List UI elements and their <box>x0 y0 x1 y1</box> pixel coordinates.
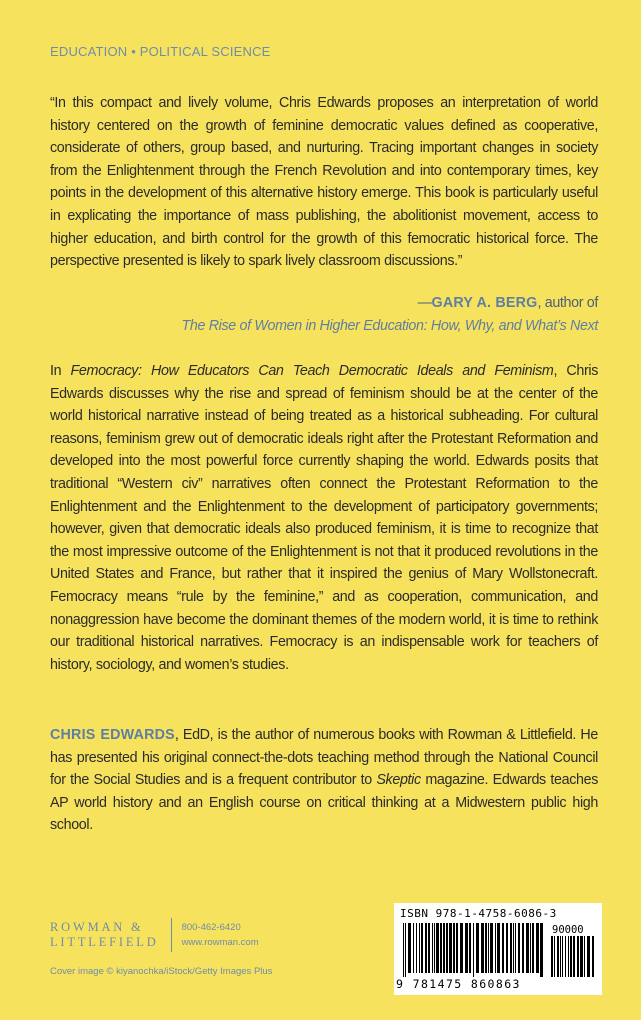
barcode-bar <box>416 923 417 973</box>
publisher-phone: 800-462-6420 <box>181 922 241 933</box>
barcode-bar <box>449 923 452 973</box>
endorser-book-title: The Rise of Women in Higher Education: How, Why, and What’s Next <box>181 318 598 334</box>
publisher-logo <box>50 920 159 950</box>
barcode-bar <box>460 923 463 973</box>
barcode-bar <box>497 923 500 973</box>
barcode-bar <box>421 923 423 973</box>
endorsement-quote: “In this compact and lively volume, Chris Edwards proposes an interpretation of world history centered on the growth of feminine democratic values defined as cooperative, considerate of others, group based, and nurturing. Tracing important changes in society from the Enlightenment through the French Revolution and into contemporary times, key points in the development of this alternative history emerge. This book is particularly useful in explicating the importance of mass publishing, the abolitionist movement, access to higher education, and birth control for the growth of this femocratic historical force. The perspective presented is likely to spark lively classroom discussions.” <box>50 95 598 270</box>
barcode-bar <box>436 923 439 973</box>
barcode-bar <box>502 923 504 973</box>
bio-text-2: magazine. Edwards teaches AP world history and an English course on critical thinking at a Midwestern public high school. <box>50 772 598 834</box>
attribution-suffix: , author of <box>537 295 598 311</box>
barcode-bar <box>532 923 534 973</box>
barcode-bar <box>522 923 524 973</box>
barcode-bar <box>565 936 566 977</box>
magazine-title: Skeptic <box>376 772 421 789</box>
attribution-dash: — <box>417 295 432 311</box>
endorsement-attribution <box>50 292 598 338</box>
cover-image-credit: Cover image © kiyanochka/iStock/Getty Images Plus <box>50 966 273 977</box>
isbn-text: ISBN 978-1-4758-6086-3 <box>400 907 557 920</box>
barcode-bar <box>577 936 579 977</box>
addon-barcode-bars <box>550 936 596 977</box>
ean-digits: 9 781475 860863 <box>396 977 521 991</box>
barcode-bar <box>526 923 529 973</box>
barcode-bar <box>405 923 406 977</box>
barcode <box>394 903 602 995</box>
barcode-bar <box>557 936 559 977</box>
barcode-bar <box>469 923 471 973</box>
barcode-bar <box>530 923 531 973</box>
barcode-bar <box>587 936 590 977</box>
barcode-bar <box>485 923 487 973</box>
barcode-bar <box>453 923 455 973</box>
barcode-bar <box>592 936 594 977</box>
barcode-bar <box>580 936 583 977</box>
barcode-bar <box>584 936 585 977</box>
barcode-bar <box>425 923 427 973</box>
barcode-bar <box>432 923 433 973</box>
description-lead: In <box>50 363 71 379</box>
barcode-bar <box>456 923 458 973</box>
barcode-bar <box>495 923 496 973</box>
category-label: EDUCATION • POLITICAL SCIENCE <box>50 44 271 59</box>
barcode-bar <box>554 936 555 977</box>
barcode-bar <box>515 923 516 973</box>
barcode-bar <box>434 923 435 973</box>
barcode-bar <box>551 936 553 977</box>
publisher-divider <box>171 918 172 952</box>
barcode-bar <box>540 923 543 977</box>
barcode-bar <box>428 923 430 973</box>
barcode-bar <box>440 923 442 973</box>
description-text: , Chris Edwards discusses why the rise and spread of feminism should be at the center of the world historical narrative instead of being treated as a historical subheading. For cultural reasons, feminism grew out of democratic ideals right after the Protestant Reformation and developed into the most powerful force currently shaping the world. Edwards posits that traditional “Western civ” narratives often connect the Protestant Reformation to the Enlightenment and the Enlightenment to the development of participatory governments; however, given that democratic ideals also produced feminism, it is time to recognize that the most impressive outcome of the Enlightenment is not that it produced revolutions in the United States and France, but rather that it inspired the genius of Mary Wollstonecraft. Femocracy means “rule by the feminine,” and as cooperation, communication, and nonaggression have become the dominant themes of the modern world, it is time to rethink our traditional historical narratives. Femocracy is an indispensable work for teachers of history, sociology, and women’s studies. <box>50 363 599 673</box>
ean-barcode-bars <box>402 923 544 977</box>
publisher-logo-line-2: LITTLEFIELD <box>50 935 159 949</box>
barcode-bar <box>518 923 520 973</box>
barcode-bar <box>513 923 514 973</box>
barcode-bar <box>568 936 569 977</box>
barcode-bar <box>488 923 489 973</box>
barcode-bar <box>446 923 448 973</box>
barcode-bar <box>443 923 445 973</box>
barcode-bar <box>408 923 411 973</box>
publisher-block <box>50 918 259 952</box>
barcode-bar <box>419 923 420 973</box>
barcode-bar <box>481 923 484 973</box>
book-title: Femocracy: How Educators Can Teach Democratic Ideals and Feminism <box>70 363 554 379</box>
barcode-bar <box>403 923 404 977</box>
barcode-bar <box>506 923 508 973</box>
book-description <box>50 360 598 676</box>
author-bio <box>50 724 598 837</box>
barcode-bar <box>473 923 474 977</box>
barcode-bar <box>413 923 414 973</box>
barcode-bar <box>490 923 493 973</box>
barcode-bar <box>560 936 561 977</box>
barcode-bar <box>476 923 479 973</box>
bio-text-1: , EdD, is the author of numerous books with Rowman & Littlefield. He has presented his original connect-the-dots teaching method through the National Council for the Social Studies and is a frequent contributor to <box>50 727 598 789</box>
publisher-contact <box>182 920 259 950</box>
barcode-bar <box>573 936 575 977</box>
author-name: CHRIS EDWARDS <box>50 727 175 743</box>
endorser-name: GARY A. BERG <box>431 295 538 311</box>
barcode-bar <box>536 923 539 973</box>
price-addon-text: 90000 <box>552 924 584 936</box>
barcode-bar <box>465 923 468 973</box>
publisher-logo-line-1: ROWMAN & <box>50 920 144 934</box>
barcode-bar <box>562 936 563 977</box>
barcode-bar <box>510 923 512 973</box>
barcode-bar <box>570 936 572 977</box>
publisher-website: www.rowman.com <box>181 937 259 948</box>
